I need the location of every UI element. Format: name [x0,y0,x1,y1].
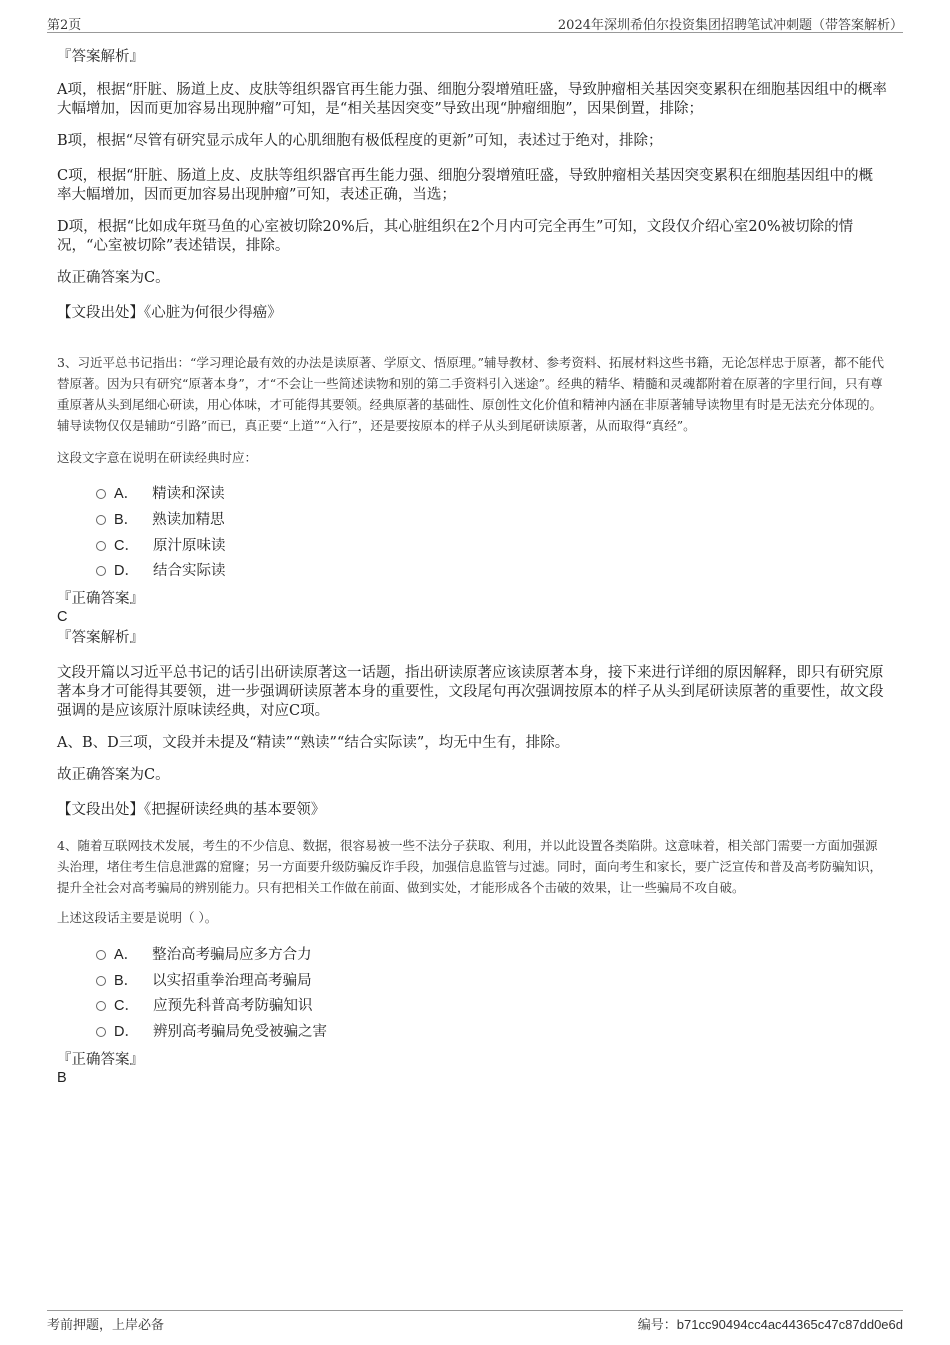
footer-code: 编号：b71cc90494cc4ac44365c47c87dd0e6d [637,1317,903,1333]
radio-icon[interactable] [96,515,106,525]
q3-source: 【文段出处】《把握研读经典的基本要领》 [57,802,326,818]
q3-option-c[interactable]: C． 原汁原味读 [96,537,225,556]
footer-slogan: 考前押题，上岸必备 [47,1318,165,1333]
q3-question: 这段文字意在说明在研读经典时应： [57,450,258,465]
radio-icon[interactable] [96,950,106,960]
q4-answer: B [57,1070,67,1086]
q3-conclusion: 故正确答案为C。 [57,767,170,783]
q2-analysis-a: A项，根据“肝脏、肠道上皮、皮肤等组织器官再生能力强、细胞分裂增殖旺盛，导致肿瘤相关基因突变累积在细胞基因组中的概率大幅增加，因而更加容易出现肿瘤”可知，是“相关基因突变”导致出现“肿瘤细胞”，因果倒置，排除； [57,82,887,117]
radio-icon[interactable] [96,541,106,551]
q3-analysis-1: 文段开篇以习近平总书记的话引出研读原著这一话题，指出研读原著应该读原著本身，接下来进行详细的原因解释，即只有研究原著本身才可能得其要领，进一步强调研读原著本身的重要性，文段尾句再次强调按原本的样子从头到尾研读原著的重要性，故文段强调的是应该原汁原味读经典，对应C项。 [57,665,884,719]
radio-icon[interactable] [96,489,106,499]
q3-answer: C [57,609,68,625]
q4-question: 上述这段话主要是说明（ ）。 [57,910,218,925]
q3-option-a[interactable]: A． 精读和深读 [96,485,225,504]
q4-option-c[interactable]: C． 应预先科普高考防骗知识 [96,997,312,1016]
q4-option-a[interactable]: A． 整治高考骗局应多方合力 [96,946,312,965]
q3-answer-label: 『正确答案』 [57,591,144,607]
radio-icon[interactable] [96,976,106,986]
q2-conclusion: 故正确答案为C。 [57,270,170,286]
radio-icon[interactable] [96,1001,106,1011]
page-number: 第2页 [47,18,82,33]
q3-analysis-label: 『答案解析』 [57,630,144,646]
q3-option-b[interactable]: B． 熟读加精思 [96,511,225,530]
page-header [47,14,903,33]
q2-analysis-c: C项，根据“肝脏、肠道上皮、皮肤等组织器官再生能力强、细胞分裂增殖旺盛，导致肿瘤相关基因突变累积在细胞基因组中的概率大幅增加，因而更加容易出现肿瘤”可知，表述正确，当选； [57,168,874,203]
q4-passage: 4、随着互联网技术发展，考生的不少信息、数据，很容易被一些不法分子获取、利用，并以此设置各类陷阱。这意味着，相关部门需要一方面加强源头治理，堵住考生信息泄露的窟窿；另一方面要升级防骗反诈手段，加强信息监管与过滤。同时，面向考生和家长，要广泛宣传和普及高考防骗知识，提升全社会对高考骗局的辨别能力。只有把相关工作做在前面、做到实处，才能形成各个击破的效果，让一些骗局不攻自破。 [57,838,883,895]
q4-answer-label: 『正确答案』 [57,1052,144,1068]
q3-passage: 3、习近平总书记指出：“学习理论最有效的办法是读原著、学原文、悟原理。”辅导教材、参考资料、拓展材料这些书籍，无论怎样忠于原著，都不能代替原著。因为只有研究“原著本身”，才“不会让一些简述读物和别的第二手资料引入迷途”。经典的精华、精髓和灵魂都附着在原著的字里行间，只有尊重原著从头到尾细心研读，用心体味，才可能得其要领。经典原著的基础性、原创性文化价值和精神内涵在非原著辅导读物里有时是无法充分体现的。辅导读物仅仅是辅助“引路”而已，真正要“上道”“入行”，还是要按原本的样子从头到尾研读原著，从而取得“真经”。 [57,355,884,433]
q3-option-d[interactable]: D． 结合实际读 [96,562,225,581]
page-footer [47,1310,903,1333]
radio-icon[interactable] [96,566,106,576]
q3-analysis-2: A、B、D三项，文段并未提及“精读”“熟读”“结合实际读”，均无中生有，排除。 [57,735,570,751]
q2-source: 【文段出处】《心脏为何很少得癌》 [57,305,282,321]
q4-option-b[interactable]: B． 以实招重拳治理高考骗局 [96,972,312,991]
q2-analysis-b: B项，根据“尽管有研究显示成年人的心肌细胞有极低程度的更新”可知，表述过于绝对，排除； [57,133,663,149]
radio-icon[interactable] [96,1027,106,1037]
q2-analysis-label: 『答案解析』 [57,49,144,65]
q2-analysis-d: D项，根据“比如成年斑马鱼的心室被切除20%后，其心脏组织在2个月内可完全再生”可知，文段仅介绍心室20%被切除的情况，“心室被切除”表述错误，排除。 [57,219,854,254]
document-title: 2024年深圳希伯尔投资集团招聘笔试冲刺题（带答案解析） [557,18,903,33]
q4-option-d[interactable]: D． 辨别高考骗局免受被骗之害 [96,1023,327,1042]
